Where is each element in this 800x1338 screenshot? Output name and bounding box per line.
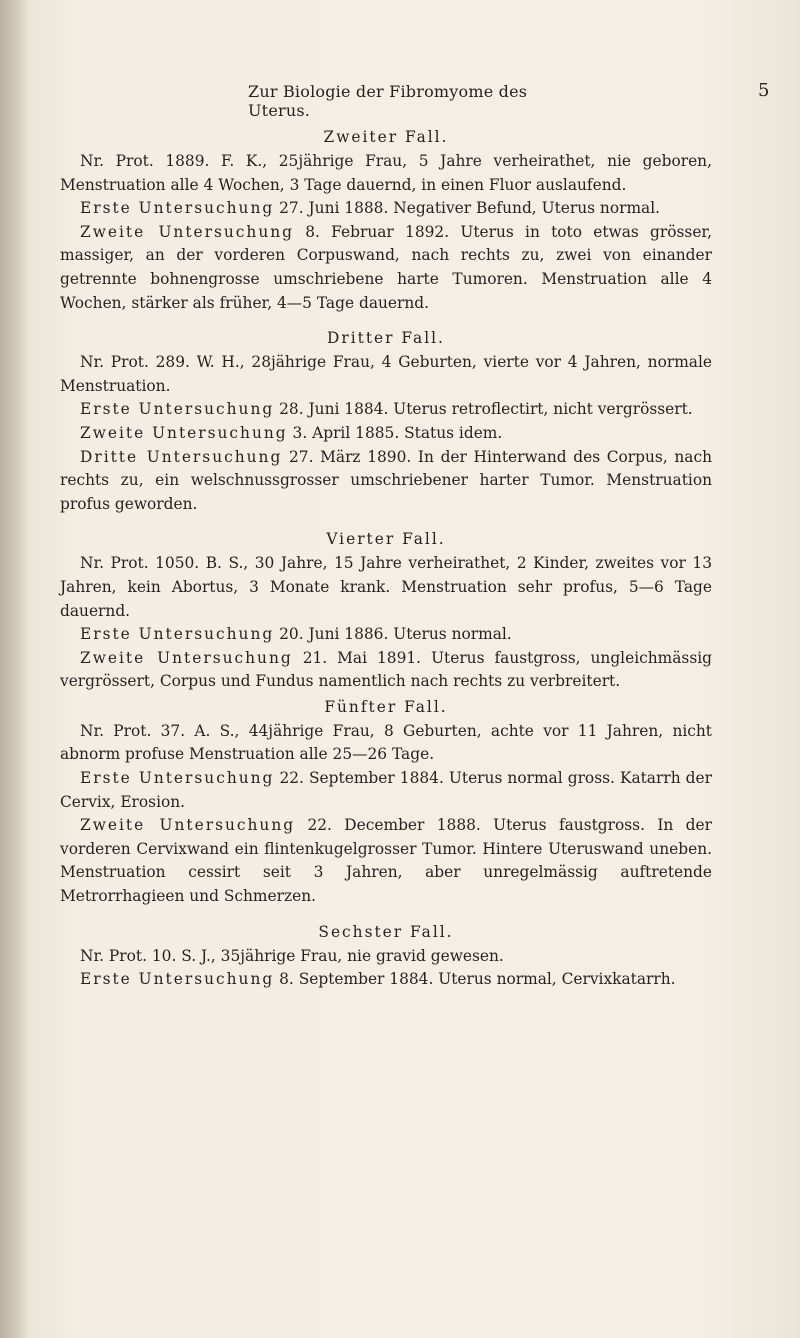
page-body: [60, 124, 712, 992]
paragraph-text: 22. December 1888. Uterus faustgross. In der vorderen Cervixwand ein flintenkugelgrosser Tumor. Hintere Uteruswand uneben. Menstruation cessirt seit 3 Jahren, aber unregelmässig auftretende Metrorrhagieen und Schmerzen.: [60, 816, 712, 906]
case-section: [60, 526, 712, 694]
case-paragraph: [60, 351, 712, 398]
paragraph-lead: Erste Untersuchung: [80, 970, 275, 989]
case-paragraph: [60, 767, 712, 814]
paragraph-lead: Zweite Untersuchung: [80, 222, 294, 241]
paragraph-lead: Dritte Untersuchung: [80, 447, 283, 466]
paragraph-text: Nr. Prot. 1889. F. K., 25jährige Frau, 5 Jahre verheirathet, nie geboren, Menstruation alle 4 Wochen, 3 Tage dauernd, in einen Fluor auslaufend.: [60, 152, 712, 194]
paragraph-text: Nr. Prot. 10. S. J., 35jährige Frau, nie gravid gewesen.: [80, 946, 504, 965]
paragraph-text: 22. September 1884. Uterus normal gross. Katarrh der Cervix, Erosion.: [60, 769, 712, 811]
case-paragraph: [60, 623, 712, 647]
case-section: [60, 919, 712, 992]
case-paragraph: [60, 647, 712, 694]
case-paragraph: [60, 446, 712, 517]
case-heading: Vierter Fall.: [326, 530, 446, 549]
case-section: [60, 124, 712, 315]
paragraph-text: 21. Mai 1891. Uterus faustgross, ungleichmässig vergrössert, Corpus und Fundus namentlich nach rechts zu verbreitert.: [60, 648, 712, 691]
case-paragraph: [60, 221, 712, 315]
paragraph-lead: Erste Untersuchung: [80, 625, 275, 644]
paragraph-text: 27. Juni 1888. Negativer Befund, Uterus normal.: [274, 199, 661, 218]
case-heading: Dritter Fall.: [327, 329, 445, 348]
case-section: [60, 694, 712, 909]
case-heading: Fünfter Fall.: [324, 697, 448, 716]
paragraph-lead: Zweite Untersuchung: [80, 423, 288, 442]
paragraph-lead: Zweite Untersuchung: [80, 648, 293, 667]
case-heading: Sechster Fall.: [318, 922, 454, 941]
case-heading: Zweiter Fall.: [323, 128, 449, 146]
paragraph-text: Nr. Prot. 37. A. S., 44jährige Frau, 8 Geburten, achte vor 11 Jahren, nicht abnorm profuse Menstruation alle 25—26 Tage.: [60, 721, 712, 764]
case-paragraph: [60, 552, 712, 623]
case-paragraph: [60, 422, 712, 446]
page-number: 5: [758, 80, 770, 101]
paragraph-text: 3. April 1885. Status idem.: [287, 423, 503, 442]
running-header: Zur Biologie der Fibromyome des Uterus.: [248, 82, 528, 120]
paragraph-lead: Erste Untersuchung: [80, 400, 275, 419]
paragraph-text: 20. Juni 1886. Uterus normal.: [274, 625, 512, 644]
case-paragraph: [60, 945, 712, 969]
case-paragraph: [60, 197, 712, 221]
paragraph-text: Nr. Prot. 289. W. H., 28jährige Frau, 4 Geburten, vierte vor 4 Jahren, normale Menstruation.: [60, 353, 712, 395]
paragraph-text: 28. Juni 1884. Uterus retroflectirt, nicht vergrössert.: [274, 400, 693, 419]
paragraph-text: Nr. Prot. 1050. B. S., 30 Jahre, 15 Jahre verheirathet, 2 Kinder, zweites vor 13 Jahren, kein Abortus, 3 Monate krank. Menstruation sehr profus, 5—6 Tage dauernd.: [60, 554, 712, 620]
paragraph-lead: Zweite Untersuchung: [80, 816, 296, 835]
paragraph-text: 8. September 1884. Uterus normal, Cervixkatarrh.: [274, 970, 676, 989]
paragraph-text: 27. März 1890. In der Hinterwand des Corpus, nach rechts zu, ein welschnussgrosser umschriebener harter Tumor. Menstruation profus geworden.: [60, 447, 713, 513]
case-paragraph: [60, 398, 712, 422]
page-binding-shadow: [0, 0, 28, 1338]
case-section: [60, 325, 712, 516]
paragraph-lead: Erste Untersuchung: [80, 199, 275, 218]
case-paragraph: [60, 150, 712, 197]
case-paragraph: [60, 814, 712, 908]
case-paragraph: [60, 968, 712, 992]
paragraph-lead: Erste Untersuchung: [80, 769, 275, 788]
case-paragraph: [60, 720, 712, 767]
paragraph-text: 8. Februar 1892. Uterus in toto etwas grösser, massiger, an der vorderen Corpuswand, nach rechts zu, zwei von einander getrennte bohnengrosse umschriebene harte Tumoren. Menstruation alle 4 Wochen, stärker als früher, 4—5 Tage dauernd.: [60, 222, 712, 312]
